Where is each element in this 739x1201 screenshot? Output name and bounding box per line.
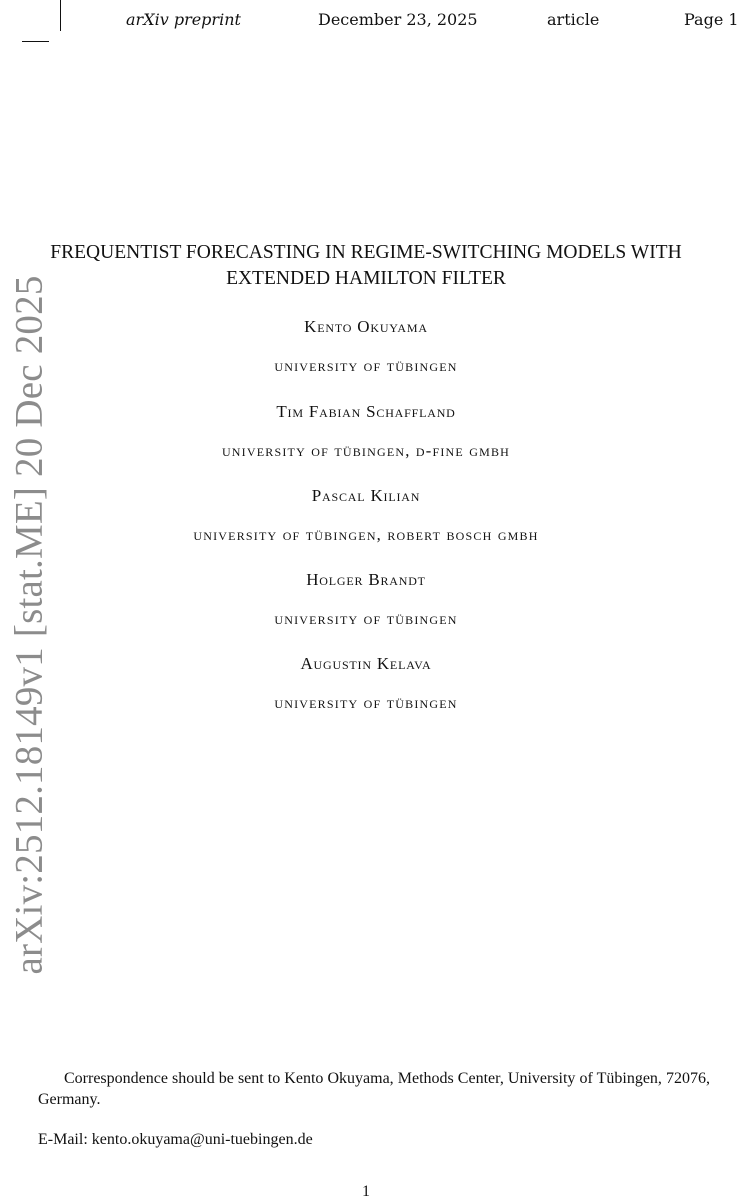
paper-title-line-2: EXTENDED HAMILTON FILTER [226,268,506,289]
header-rule-vertical [60,0,61,31]
header-doc-type: article [547,10,600,29]
header-page-label: Page 1 [684,10,739,29]
author-name: Augustin Kelava [300,654,432,673]
page-number: 1 [362,1183,370,1200]
arxiv-identifier-stamp: arXiv:2512.18149v1 [stat.ME] 20 Dec 2025 [7,275,51,975]
author-affiliation: university of tübingen [274,356,458,375]
author-name: Holger Brandt [306,570,426,589]
paper-title [0,240,732,292]
author-name: Tim Fabian Schaffland [276,402,456,421]
author-affiliation: university of tübingen [274,693,458,712]
author-affiliation: university of tübingen [274,609,458,628]
correspondence-note: Correspondence should be sent to Kento Okuyama, Methods Center, University of Tübingen, 72076, Germany. [38,1070,710,1108]
header-rule-horizontal [22,41,49,42]
author-affiliation: university of tübingen, d-fine gmbh [221,441,511,460]
author-affiliation: university of tübingen, robert bosch gmbh [193,525,539,544]
contact-email: E-Mail: kento.okuyama@uni-tuebingen.de [38,1131,313,1148]
author-name: Kento Okuyama [304,317,428,336]
header-date: December 23, 2025 [318,10,478,29]
header-venue: arXiv preprint [126,10,241,29]
author-name: Pascal Kilian [311,486,421,505]
paper-title-line-1: FREQUENTIST FORECASTING IN REGIME-SWITCHING MODELS WITH [50,242,682,263]
